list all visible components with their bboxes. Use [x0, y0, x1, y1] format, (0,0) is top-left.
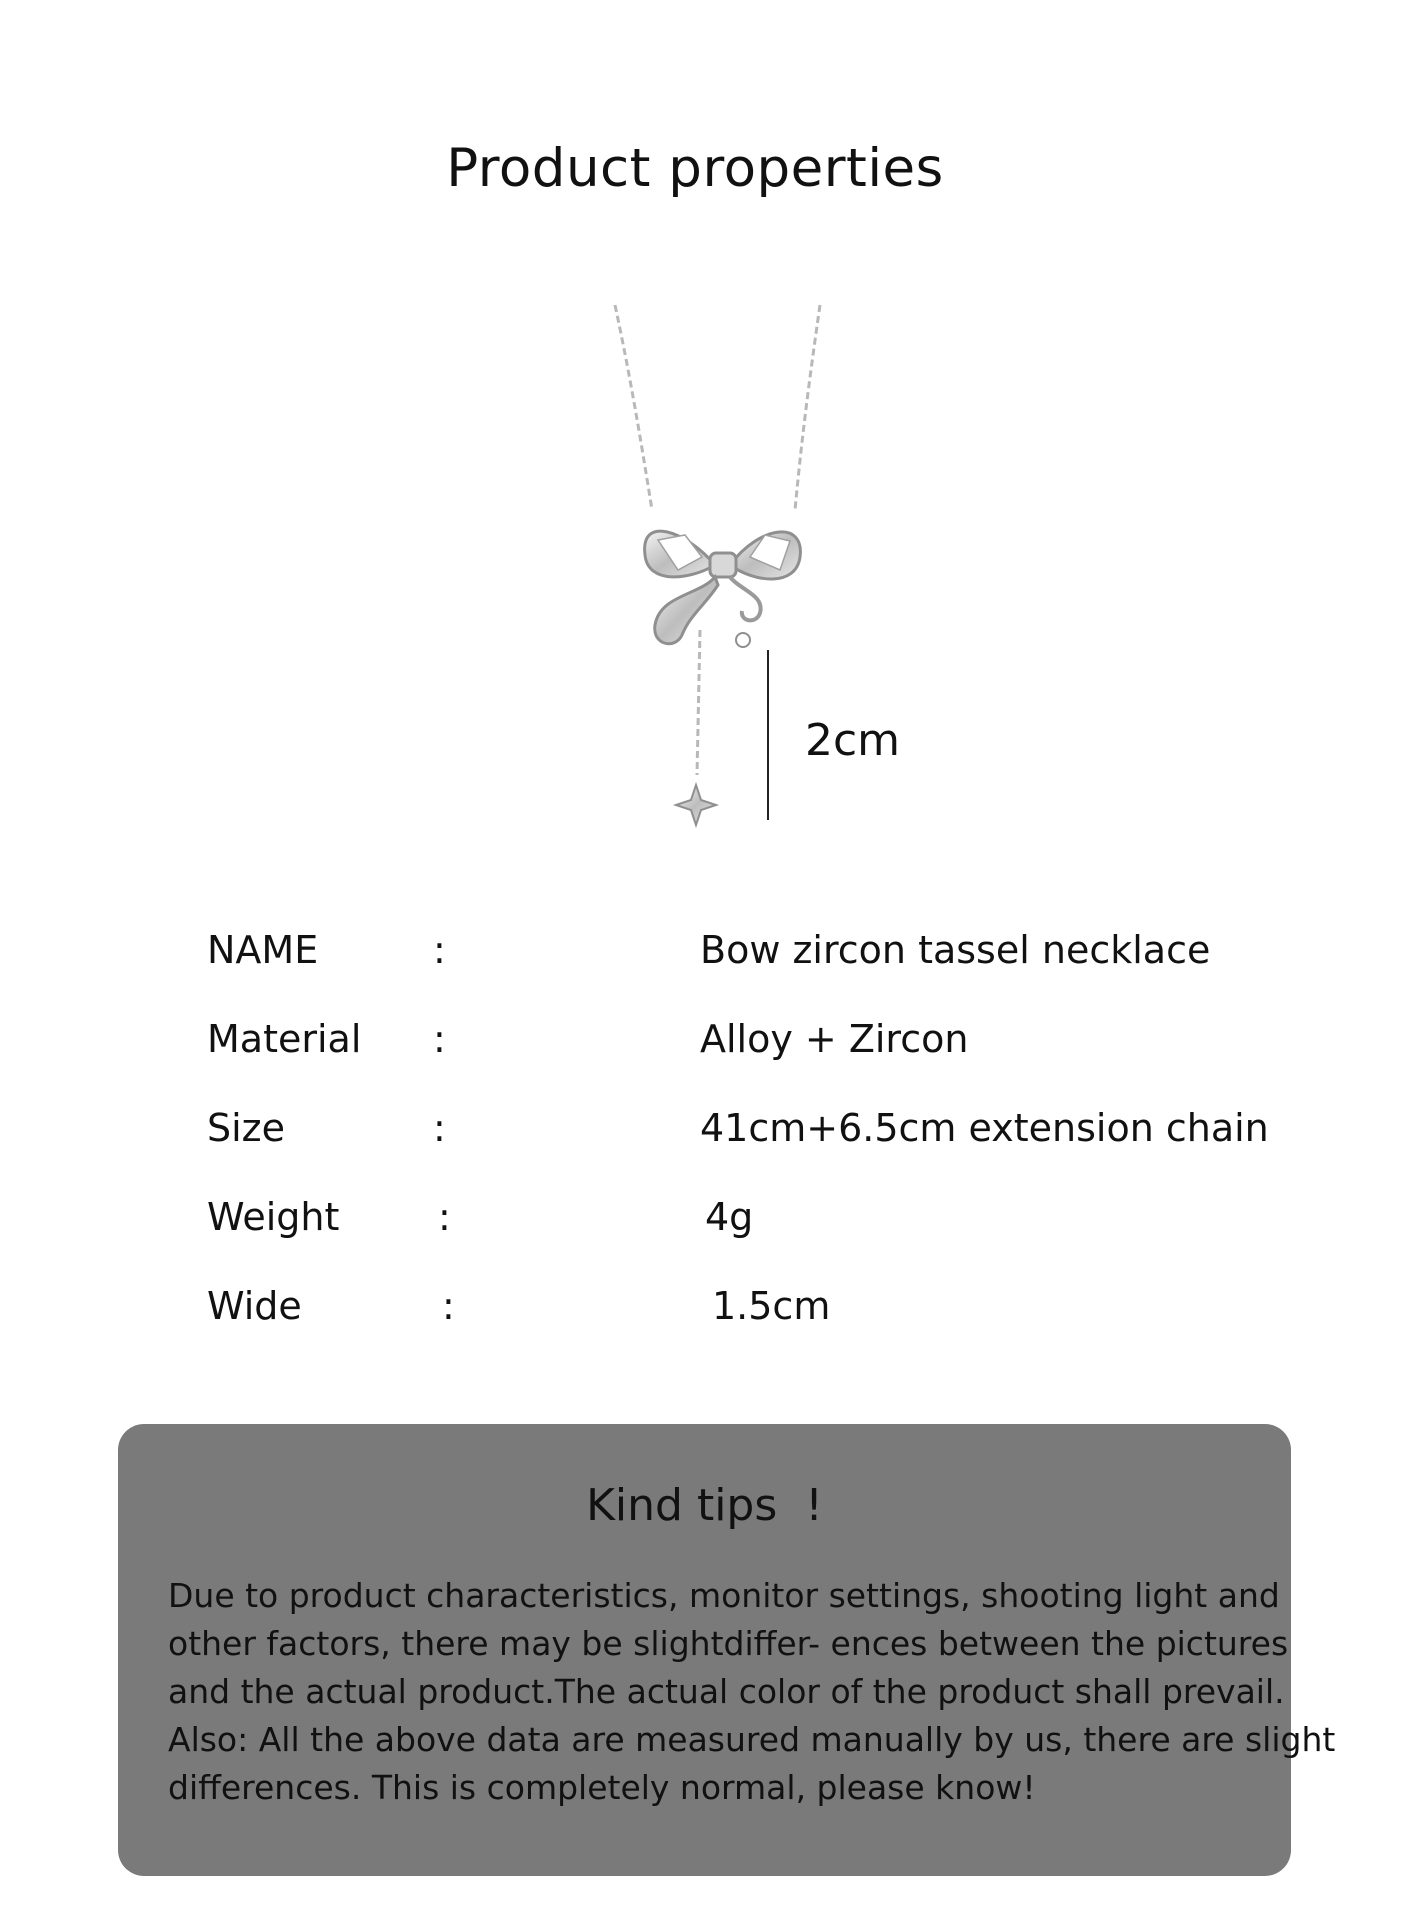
property-colon: : [433, 1106, 446, 1150]
kind-tips-panel [118, 1424, 1336, 1876]
property-colon: : [438, 1195, 451, 1239]
kind-tips-line: Also: All the above data are measured manually by us, there are slight [168, 1720, 1336, 1759]
kind-tips-body [168, 1572, 1336, 1812]
kind-tips-line: differences. This is completely normal, please know! [168, 1768, 1036, 1807]
property-value: Alloy + Zircon [700, 1017, 969, 1061]
kind-tips-line: Due to product characteristics, monitor settings, shooting light and [168, 1576, 1280, 1615]
property-row-name [0, 920, 1421, 980]
page-title: Product properties [446, 138, 944, 199]
property-value: 41cm+6.5cm extension chain [700, 1106, 1269, 1150]
kind-tips-line: other factors, there may be slightdiffer- ences between the pictures [168, 1624, 1289, 1663]
property-label: Wide [207, 1284, 302, 1328]
property-row-weight [0, 1187, 1421, 1247]
property-colon: : [433, 1017, 446, 1061]
property-row-material [0, 1009, 1421, 1069]
property-label: Weight [207, 1195, 340, 1239]
kind-tips-line: and the actual product.The actual color of the product shall prevail. [168, 1672, 1285, 1711]
property-colon: : [442, 1284, 455, 1328]
property-colon: : [433, 928, 446, 972]
property-label: Size [207, 1106, 286, 1150]
property-row-wide [0, 1276, 1421, 1336]
property-value: 4g [705, 1195, 754, 1239]
property-row-size [0, 1098, 1421, 1158]
property-label: Material [207, 1017, 362, 1061]
property-value: 1.5cm [712, 1284, 831, 1328]
property-label: NAME [207, 928, 319, 972]
property-value: Bow zircon tassel necklace [700, 928, 1211, 972]
kind-tips-title: Kind tips ! [586, 1480, 823, 1531]
dimension-label: 2cm [805, 715, 901, 766]
